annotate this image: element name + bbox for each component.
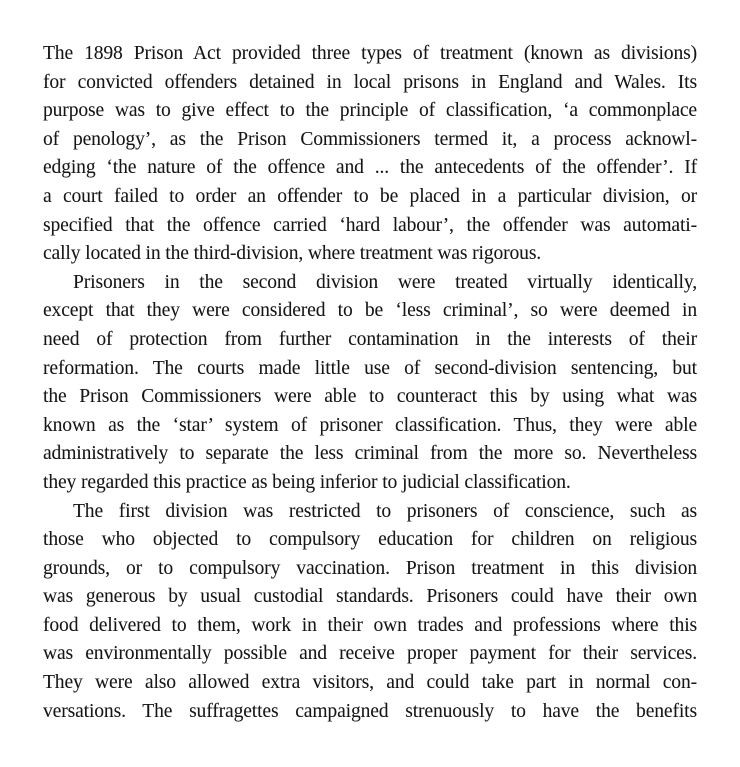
text-line: the Prison Commissioners were able to counteract this by using what was bbox=[43, 386, 697, 408]
text-line: specified that the offence carried ‘hard labour’, the offender was automati- bbox=[43, 214, 697, 236]
text-line: for convicted offenders detained in local prisons in England and Wales. Its bbox=[43, 71, 697, 93]
text-line: known as the ‘star’ system of prisoner classification. Thus, they were able bbox=[43, 414, 697, 436]
text-line: except that they were considered to be ‘less criminal’, so were deemed in bbox=[43, 300, 697, 322]
paragraph-1 bbox=[43, 40, 697, 269]
text-line: Prisoners in the second division were treated virtually identically, bbox=[73, 271, 697, 293]
text-line: purpose was to give effect to the principle of classification, ‘a commonplace bbox=[43, 100, 697, 122]
text-line: reformation. The courts made little use of second-division sentencing, but bbox=[43, 357, 697, 379]
text-line: cally located in the third-division, where treatment was rigorous. bbox=[43, 243, 542, 265]
text-line: they regarded this practice as being inferior to judicial classification. bbox=[43, 471, 571, 493]
text-line: need of protection from further contamination in the interests of their bbox=[43, 328, 697, 350]
text-line: grounds, or to compulsory vaccination. Prison treatment in this division bbox=[43, 557, 697, 579]
body-text bbox=[43, 40, 697, 726]
text-line: The first division was restricted to prisoners of conscience, such as bbox=[73, 500, 697, 522]
text-line: was generous by usual custodial standards. Prisoners could have their own bbox=[43, 586, 697, 608]
text-line: of penology’, as the Prison Commissioners termed it, a process acknowl- bbox=[43, 128, 697, 150]
text-line: was environmentally possible and receive proper payment for their services. bbox=[43, 643, 697, 665]
text-line: versations. The suffragettes campaigned strenuously to have the benefits bbox=[43, 700, 697, 722]
text-line: a court failed to order an offender to be placed in a particular division, or bbox=[43, 185, 697, 207]
text-line: edging ‘the nature of the offence and ... the antecedents of the offender’. If bbox=[43, 157, 697, 179]
paragraph-2 bbox=[43, 269, 697, 498]
text-line: They were also allowed extra visitors, and could take part in normal con- bbox=[43, 672, 697, 694]
paragraph-3 bbox=[43, 498, 697, 727]
text-line: food delivered to them, work in their own trades and professions where this bbox=[43, 614, 697, 636]
text-line: The 1898 Prison Act provided three types of treatment (known as divisions) bbox=[43, 43, 697, 64]
text-line: administratively to separate the less criminal from the more so. Nevertheless bbox=[43, 443, 697, 465]
text-line: those who objected to compulsory education for children on religious bbox=[43, 529, 697, 551]
